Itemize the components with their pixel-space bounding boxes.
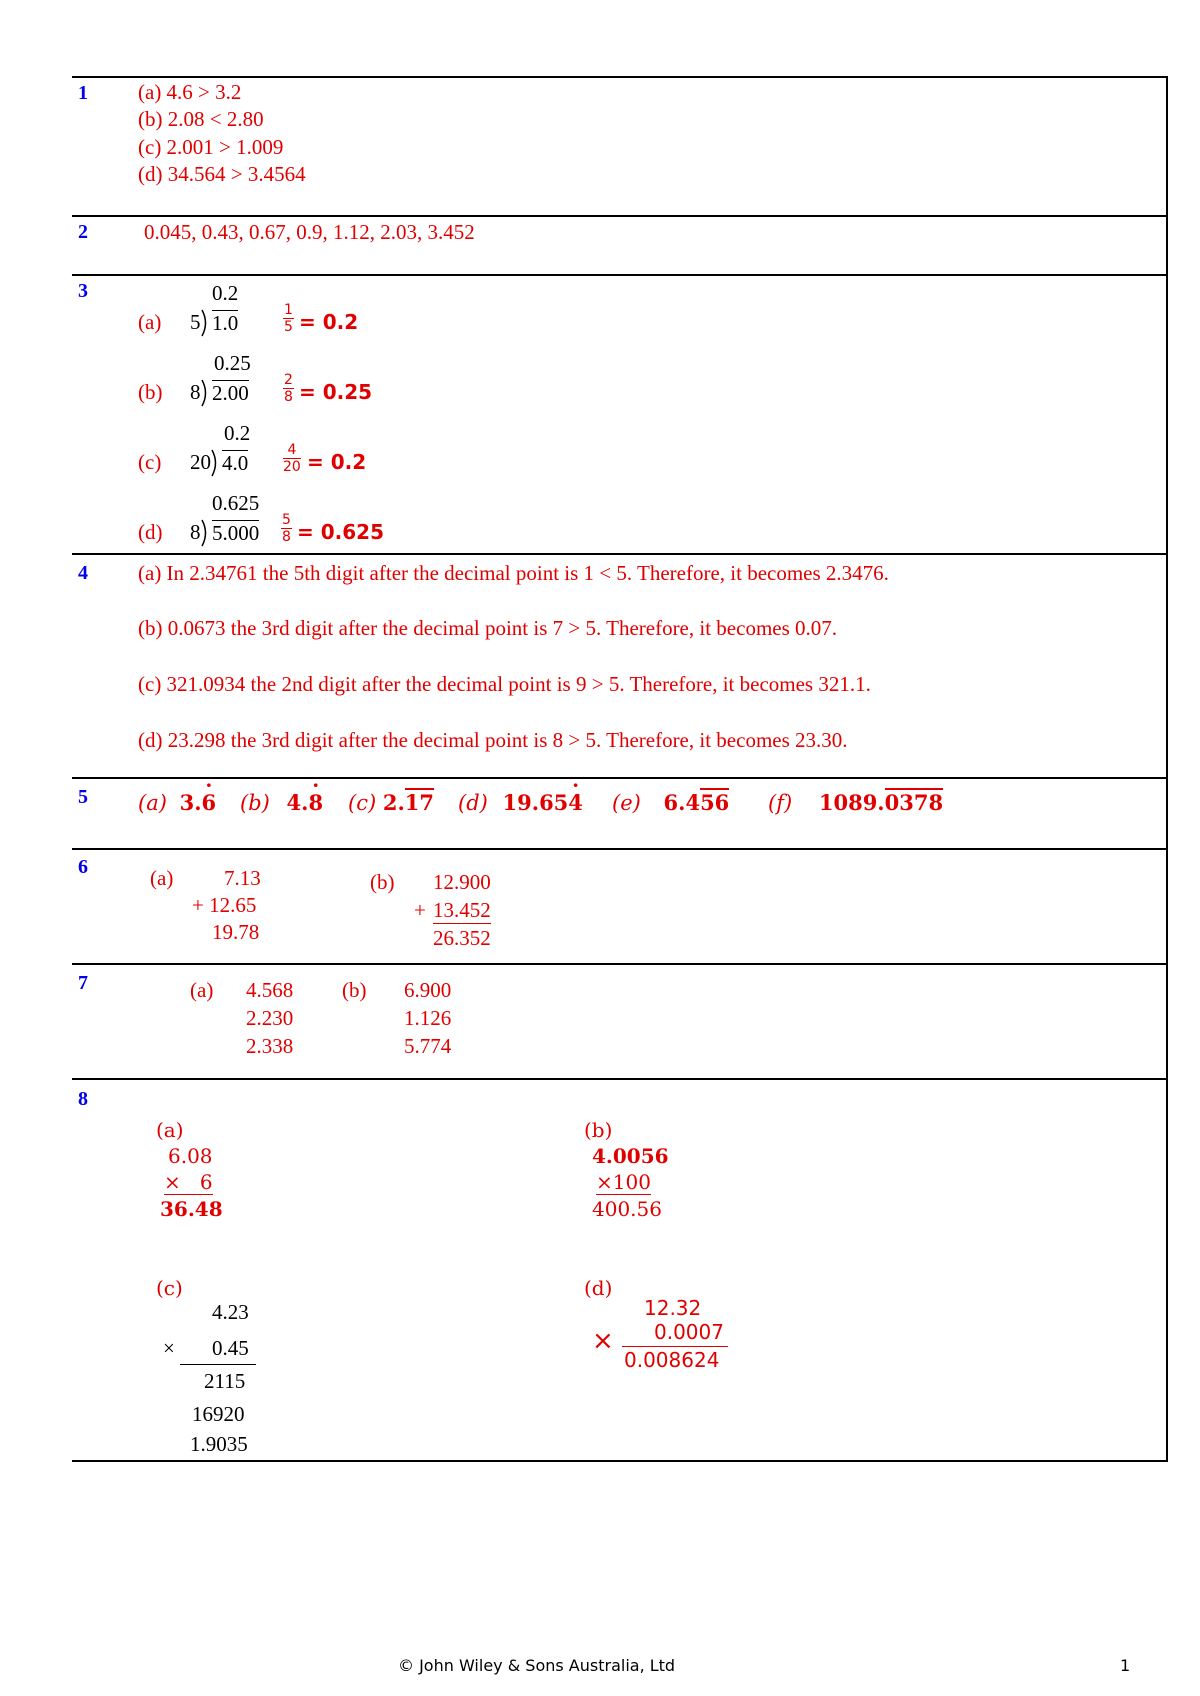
q3b-result: = 0.25 — [299, 380, 373, 404]
q1-answer-b: (b) 2.08 < 2.80 — [138, 107, 264, 131]
long-division-bracket-icon — [200, 519, 210, 547]
q3c-divisor: 20 — [190, 450, 211, 474]
q3b-dividend: 2.00 — [212, 381, 249, 405]
q8c-partial1: 2115 — [204, 1369, 246, 1393]
q3c-quotient: 0.2 — [224, 421, 251, 445]
q7b-difference: 5.774 — [404, 1034, 452, 1058]
long-division-bracket-icon — [200, 379, 210, 407]
q3d-quotient: 0.625 — [212, 491, 260, 515]
q3c-fraction — [283, 442, 301, 475]
q4-answer-d: (d) 23.298 the 3rd digit after the decimal point is 8 > 5. Therefore, it becomes 23.30. — [138, 728, 848, 752]
part-label: (b) — [240, 791, 270, 815]
table-bottom-rule — [72, 1460, 1168, 1462]
q8d-product: 0.008624 — [624, 1348, 720, 1372]
repeating-digits: 6 · — [202, 790, 217, 815]
q3-label-b: (b) — [138, 380, 163, 404]
row-divider — [72, 215, 1168, 217]
question-number: 1 — [78, 82, 88, 104]
q8d-label: (d) — [584, 1276, 613, 1300]
q3d-dividend: 5.000 — [212, 521, 260, 545]
q8c-rule — [180, 1364, 256, 1365]
non-repeating-part: 1089. — [818, 790, 885, 815]
row-divider — [72, 777, 1168, 779]
denominator: 8 — [284, 389, 293, 405]
question-number: 2 — [78, 221, 88, 243]
repeating-digits: 0378 — [884, 790, 944, 815]
row-divider — [72, 553, 1168, 555]
page-number: 1 — [1120, 1656, 1131, 1675]
question-number: 3 — [78, 280, 88, 302]
q8d-line2: 0.0007 — [654, 1320, 724, 1344]
q3a-quotient: 0.2 — [212, 281, 239, 305]
q8a-line2: × 6 — [164, 1170, 213, 1194]
question-number: 6 — [78, 856, 88, 878]
q8c-line1: 4.23 — [212, 1300, 249, 1324]
q5-recurring-c — [348, 790, 434, 815]
q7a-label: (a) — [190, 978, 214, 1002]
q7b-line1: 6.900 — [404, 978, 452, 1002]
q8b-product: 400.56 — [592, 1197, 662, 1221]
non-repeating-part: 2. — [382, 790, 405, 815]
non-repeating-part: 6.4 — [663, 790, 701, 815]
q3-label-a: (a) — [138, 310, 162, 334]
part-label: (e) — [612, 791, 641, 815]
q4-answer-a: (a) In 2.34761 the 5th digit after the decimal point is 1 < 5. Therefore, it becomes 2.3476. — [138, 561, 889, 585]
q8c-times: × — [163, 1336, 175, 1360]
repeating-digits: 8 · — [308, 790, 323, 815]
question-number: 8 — [78, 1088, 88, 1110]
q5-recurring-d — [458, 790, 583, 815]
q3-label-d: (d) — [138, 520, 163, 544]
numerator: 1 — [284, 302, 293, 318]
numerator: 2 — [284, 372, 293, 388]
repeating-digits: 56 — [700, 790, 730, 815]
repeating-digits: 17 — [404, 790, 435, 815]
question-number: 7 — [78, 972, 88, 994]
question-number: 5 — [78, 786, 88, 808]
q4-answer-c: (c) 321.0934 the 2nd digit after the decimal point is 9 > 5. Therefore, it becomes 321.1. — [138, 672, 871, 696]
q8d-line1: 12.32 — [644, 1296, 702, 1320]
part-label: (f) — [768, 791, 793, 815]
q7b-label: (b) — [342, 978, 367, 1002]
row-divider — [72, 848, 1168, 850]
q3d-result: = 0.625 — [297, 520, 384, 544]
q3a-fraction — [283, 302, 294, 335]
q6b-plus: + — [414, 898, 426, 922]
q8a-label: (a) — [156, 1118, 184, 1142]
q6b-sum: 26.352 — [433, 926, 491, 950]
q8c-product: 1.9035 — [190, 1432, 248, 1456]
q3d-divisor: 8 — [190, 520, 201, 544]
row-divider — [72, 274, 1168, 276]
q3-label-c: (c) — [138, 450, 162, 474]
q8c-partial2: 16920 — [192, 1402, 245, 1426]
denominator: 20 — [283, 459, 301, 475]
long-division-bracket-icon — [210, 449, 220, 477]
repeating-digits: 4 · — [568, 790, 583, 815]
q8b-label: (b) — [584, 1118, 613, 1142]
q6b-line2: 13.452 — [433, 898, 491, 922]
q8d-rule — [622, 1346, 728, 1347]
q3a-divisor: 5 — [190, 310, 201, 334]
q4-answer-b: (b) 0.0673 the 3rd digit after the decimal point is 7 > 5. Therefore, it becomes 0.07. — [138, 616, 838, 640]
q7a-line1: 4.568 — [246, 978, 294, 1002]
q3b-quotient: 0.25 — [214, 351, 251, 375]
q7a-line2: 2.230 — [246, 1006, 294, 1030]
q6a-line2: + 12.65 — [192, 893, 257, 917]
q8b-line2: ×100 — [596, 1170, 651, 1194]
non-repeating-part: 3. — [179, 790, 202, 815]
q5-recurring-f — [768, 790, 943, 815]
denominator: 5 — [284, 319, 293, 335]
table-top-rule — [72, 76, 1168, 78]
q8b-line1: 4.0056 — [592, 1144, 669, 1168]
q3c-dividend: 4.0 — [222, 451, 249, 475]
numerator: 4 — [283, 442, 301, 459]
q1-answer-c: (c) 2.001 > 1.009 — [138, 135, 284, 159]
part-label: (a) — [138, 791, 167, 815]
part-label: (c) — [348, 791, 377, 815]
non-repeating-part: 19.65 — [502, 790, 569, 815]
q3b-fraction — [283, 372, 294, 405]
q8a-product: 36.48 — [160, 1197, 223, 1221]
non-repeating-part: 4. — [286, 790, 309, 815]
q3a-dividend: 1.0 — [212, 311, 239, 335]
row-divider — [72, 963, 1168, 965]
row-divider — [72, 1078, 1168, 1080]
q2-answer: 0.045, 0.43, 0.67, 0.9, 1.12, 2.03, 3.452 — [144, 220, 475, 244]
q8c-line2: 0.45 — [212, 1336, 249, 1360]
q3a-result: = 0.2 — [299, 310, 359, 334]
q3d-fraction — [281, 512, 292, 545]
q8d-times: × — [592, 1326, 614, 1356]
q6b-line1: 12.900 — [433, 870, 491, 894]
q6a-line1: 7.13 — [224, 866, 261, 890]
denominator: 8 — [282, 529, 291, 545]
q1-answer-a: (a) 4.6 > 3.2 — [138, 80, 242, 104]
q8a-line1: 6.08 — [168, 1144, 213, 1168]
q3b-divisor: 8 — [190, 380, 201, 404]
part-label: (d) — [458, 791, 488, 815]
q7a-difference: 2.338 — [246, 1034, 294, 1058]
q5-recurring-e — [612, 790, 729, 815]
q3c-result: = 0.2 — [307, 450, 367, 474]
q5-recurring-b — [240, 790, 323, 815]
copyright-footer: © John Wiley & Sons Australia, Ltd — [398, 1656, 676, 1675]
q6a-label: (a) — [150, 866, 174, 890]
table-right-border — [1166, 76, 1168, 1462]
q7b-line2: 1.126 — [404, 1006, 452, 1030]
numerator: 5 — [282, 512, 291, 528]
q6b-label: (b) — [370, 870, 395, 894]
q6a-sum: 19.78 — [212, 920, 260, 944]
q1-answer-d: (d) 34.564 > 3.4564 — [138, 162, 306, 186]
question-number: 4 — [78, 562, 88, 584]
q8c-label: (c) — [156, 1276, 183, 1300]
q5-recurring-a — [138, 790, 216, 815]
long-division-bracket-icon — [200, 309, 210, 337]
